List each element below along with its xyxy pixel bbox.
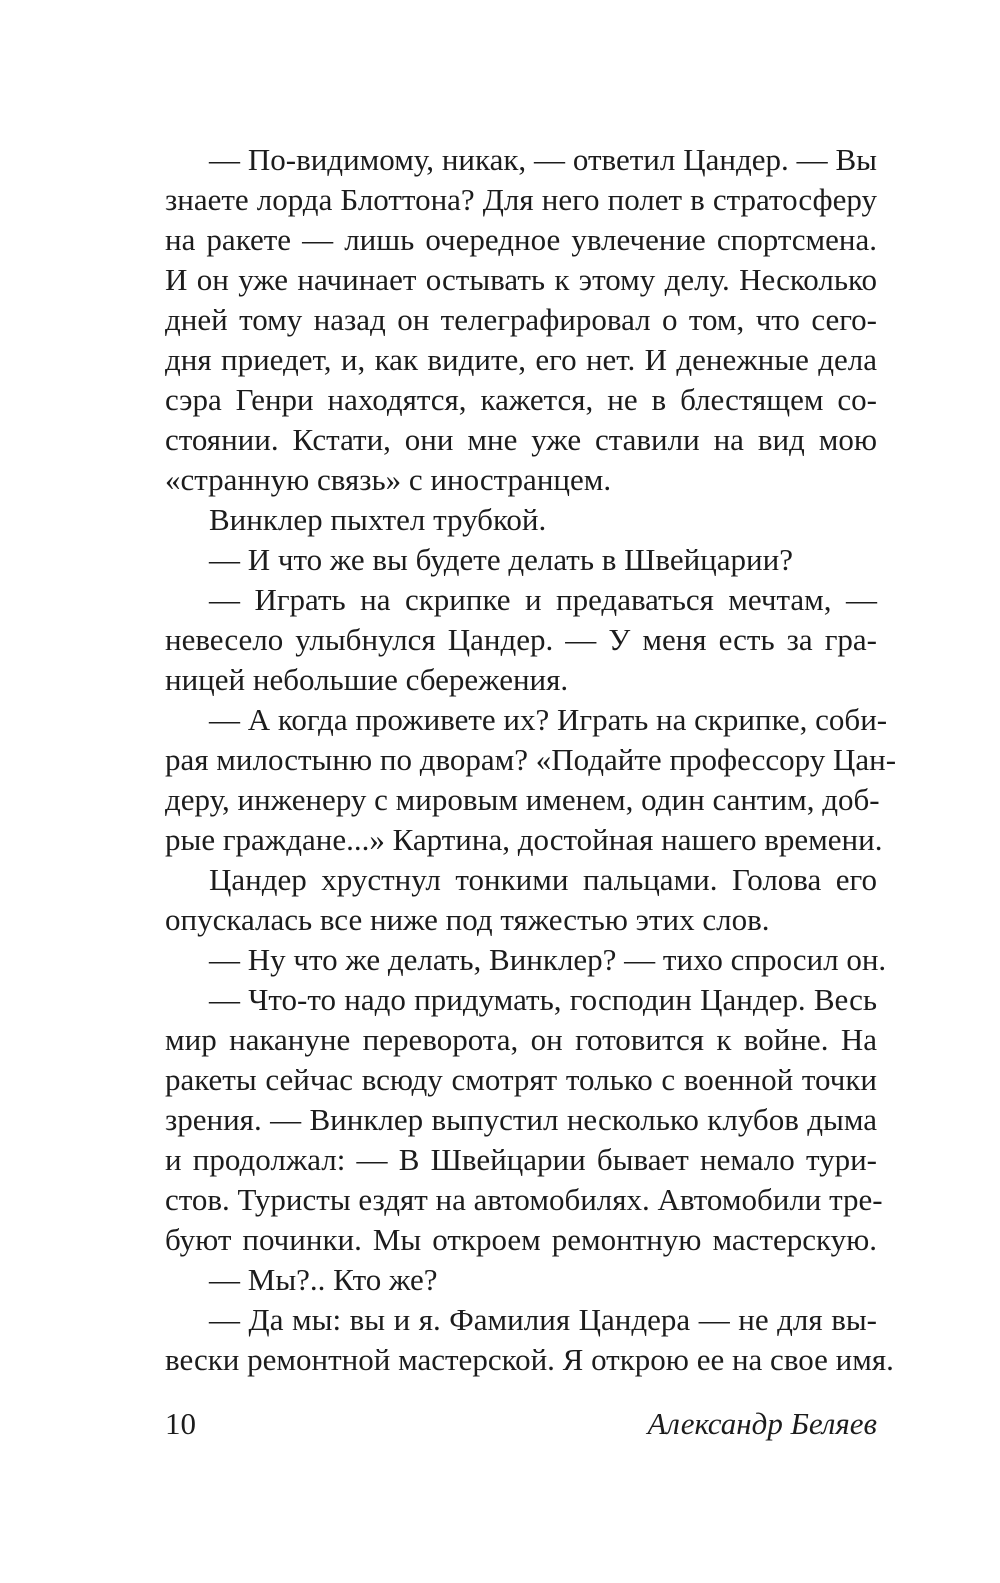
text-line: опускалась все ниже под тяжестью этих слов. [165,902,770,937]
text-line: Цандер хрустнул тонкими пальцами. Голова его [209,862,877,897]
text-line: и продолжал: — В Швейцарии бывает немало тури- [165,1142,877,1177]
text-line: рые граждане...» Картина, достойная нашего времени. [165,822,883,857]
body-text [165,140,897,1380]
text-line: невесело улыбнулся Цандер. — У меня есть за гра- [165,622,877,657]
text-line: дней тому назад он телеграфировал о том, что сего- [165,302,877,337]
text-line: Винклер пыхтел трубкой. [209,502,547,537]
page-footer [165,1404,877,1444]
text-line: вески ремонтной мастерской. Я открою ее на свое имя. [165,1342,894,1377]
text-line: — По-видимому, никак, — ответил Цандер. — Вы [209,142,877,177]
text-line: стоянии. Кстати, они мне уже ставили на вид мою [165,422,877,457]
text-line: — Что-то надо придумать, господин Цандер. Весь [209,982,877,1017]
text-line: — Да мы: вы и я. Фамилия Цандера — не для вы- [209,1302,877,1337]
text-line: ницей небольшие сбережения. [165,662,569,697]
text-line: — Играть на скрипке и предаваться мечтам, — [209,582,877,617]
text-line: — Ну что же делать, Винклер? — тихо спросил он. [209,942,887,977]
text-line: И он уже начинает остывать к этому делу. Несколько [165,262,877,297]
text-line: стов. Туристы ездят на автомобилях. Автомобили тре- [165,1182,883,1217]
text-line: — А когда проживете их? Играть на скрипке, соби- [209,702,888,737]
text-line: — Мы?.. Кто же? [209,1262,438,1297]
text-line: на ракете — лишь очередное увлечение спортсмена. [165,222,877,257]
text-line: деру, инженеру с мировым именем, один сантим, доб- [165,782,880,817]
text-line: рая милостыню по дворам? «Подайте профессору Цан- [165,742,897,777]
text-line: «странную связь» с иностранцем. [165,462,612,497]
page-number: 10 [165,1406,196,1441]
running-footer-author: Александр Беляев [647,1406,877,1441]
text-line: сэра Генри находятся, кажется, не в блестящем со- [165,382,877,417]
text-line: ракеты сейчас всюду смотрят только с военной точки [165,1062,877,1097]
text-line: буют починки. Мы откроем ремонтную мастерскую. [165,1222,877,1257]
text-line: — И что же вы будете делать в Швейцарии? [209,542,793,577]
text-line: мир накануне переворота, он готовится к войне. На [165,1022,877,1057]
text-line: дня приедет, и, как видите, его нет. И денежные дела [165,342,877,377]
text-line: зрения. — Винклер выпустил несколько клубов дыма [165,1102,877,1137]
text-line: знаете лорда Блоттона? Для него полет в стратосферу [165,182,877,217]
